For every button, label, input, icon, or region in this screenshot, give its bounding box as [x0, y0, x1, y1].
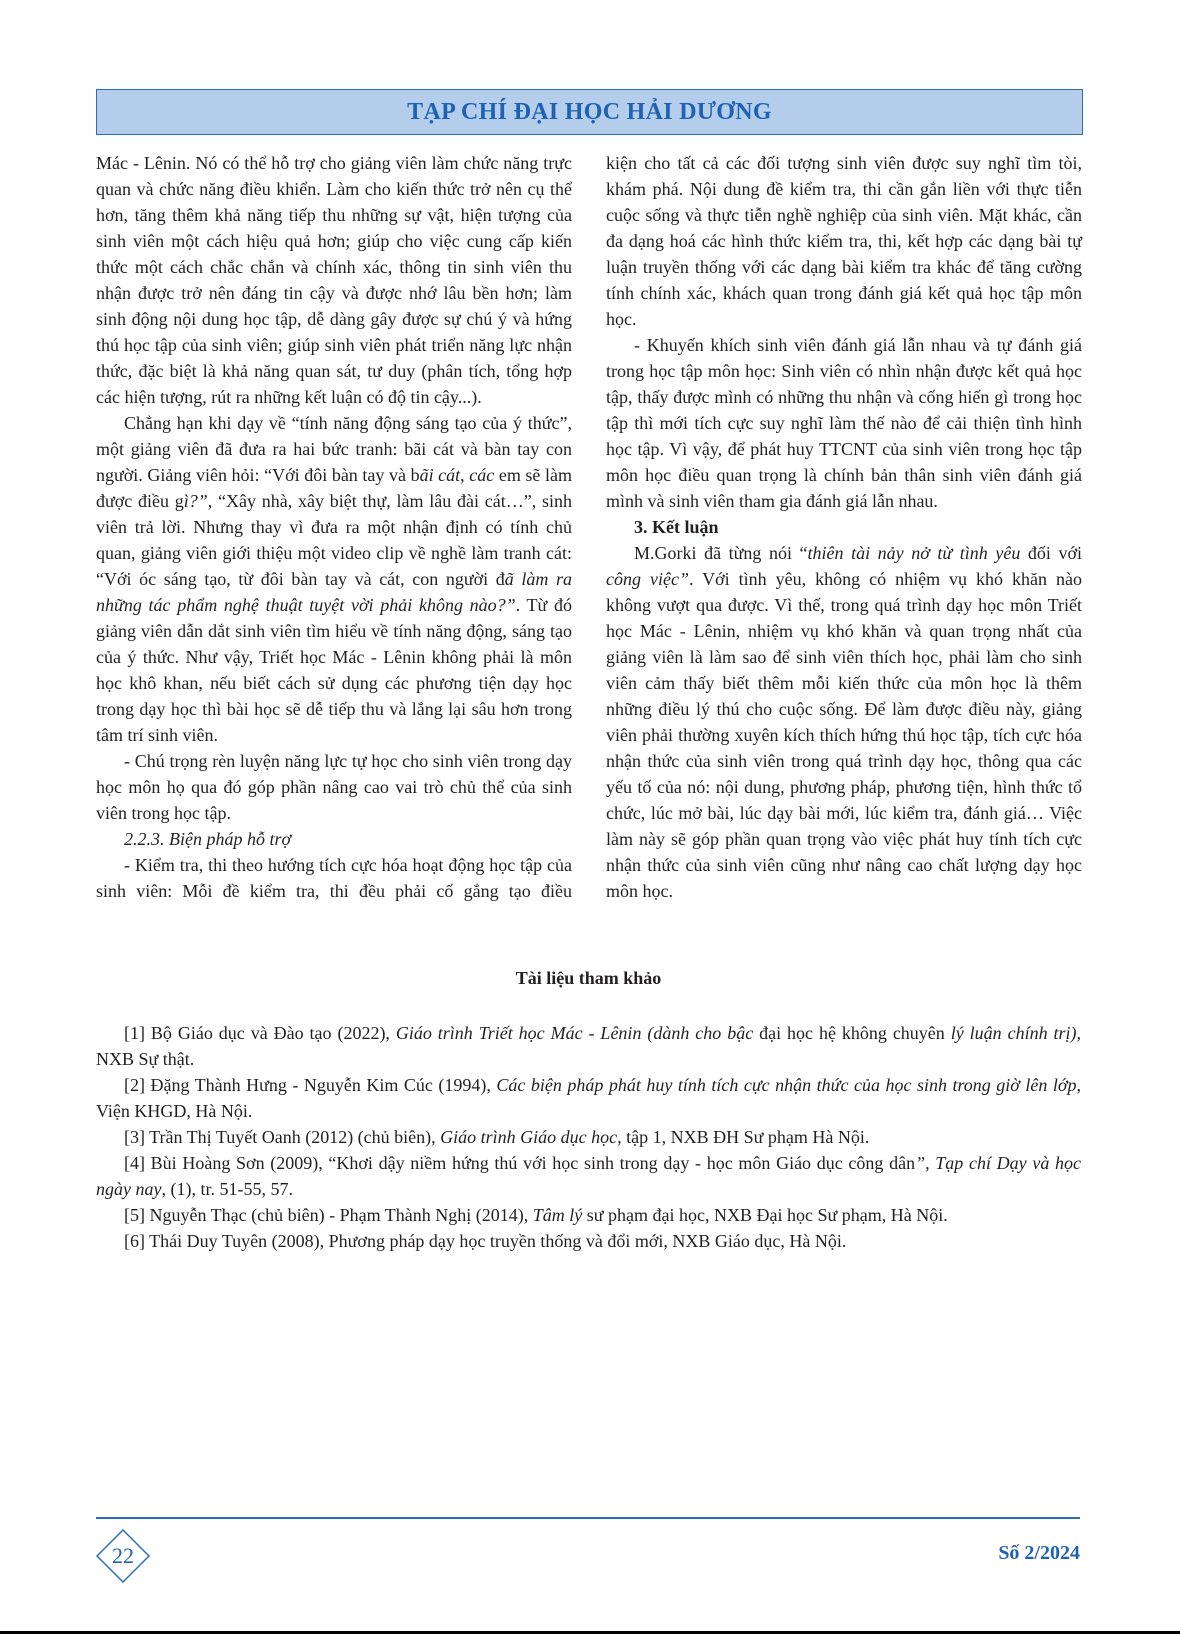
journal-header	[96, 89, 1083, 135]
text-run: tập 1, NXB ĐH Sư phạm Hà Nội.	[621, 1127, 870, 1147]
reference-item	[96, 1124, 1081, 1150]
paragraph: kiện cho tất cả các đối tượng sinh viên được suy nghĩ tìm tòi, khám phá. Nội dung đề kiểm tra, thi cần gắn liền với thực tiễn cuộc sống và thực tiễn nghề nghiệp của sinh viên. Mặt khác, cần đa dạng hoá các hình thức kiểm tra, thi, kết hợp các dạng bài tự luận truyền thống với các dạng bài kiểm tra khác để tăng cường tính chính xác, khách quan trong đánh giá kết quả học tập môn học.	[606, 153, 1082, 329]
reference-item	[96, 1202, 1081, 1228]
text-run: [5] Nguyễn Thạc (chủ biên) - Phạm Thành Nghị (2014),	[124, 1205, 533, 1225]
issue-number: Số 2/2024	[998, 1542, 1080, 1564]
text-run: . Từ đó giảng viên dẫn dắt sinh viên tìm hiểu về tính năng động, sáng tạo của ý thức. Như vậy, Triết học Mác - Lênin không phải là môn học khô khan, nếu biết cách sử dụng các phương tiện dạy học trong dạy học thì bài học sẽ dễ tiếp thu và lắng lại sâu hơn trong tâm trí sinh viên.	[96, 595, 572, 745]
paragraph	[96, 410, 572, 748]
section-heading: 2.2.3. Biện pháp hỗ trợ	[124, 829, 292, 849]
italic-run: công việc”	[606, 569, 689, 589]
page-number-badge	[96, 1529, 150, 1583]
italic-run: ì?”	[183, 491, 208, 511]
text-run: Chẳng hạn khi dạy về “tính năng động sáng tạo của ý thức”, một giảng viên đã đưa ra hai bức tranh: bãi cát và bàn tay con người. Giảng viên hỏi: “Với đôi bàn tay và b	[96, 413, 572, 485]
footer-divider	[96, 1517, 1080, 1519]
italic-run: Tâm lý	[532, 1205, 583, 1225]
page-number: 22	[112, 1543, 134, 1568]
text-run: đại học hệ không chuyên	[753, 1023, 951, 1043]
text-run: . Với tình yêu, không có nhiệm vụ khó khăn nào không vượt qua được. Vì thế, trong quá trình dạy học môn Triết học Mác - Lênin, nhiệm vụ khó khăn và quan trọng nhất của giảng viên là làm sao để sinh viên thích học, phải làm cho sinh viên cảm thấy biết thêm mỗi kiến thức của môn học là thêm những điều lý thú cho cuộc sống. Để làm được điều này, giảng viên phải thường xuyên kích thích hứng thú học tập, tích cực hóa nhận thức của sinh viên trong quá trình dạy học, thông qua các yếu tố của nó: nội dung, phương pháp, phương tiện, hình thức tổ chức, lúc mở bài, lúc dạy bài mới, lúc kiểm tra, đánh giá… Việc làm này sẽ góp phần quan trọng vào việc phát huy tính tích cực nhận thức của sinh viên cũng như nâng cao chất lượng dạy học môn học.	[606, 569, 1082, 901]
text-run: [3] Trần Thị Tuyết Oanh (2012) (chủ biên),	[124, 1127, 441, 1147]
italic-run: ”, Tạp chí Dạy và học ngày nay	[96, 1153, 1082, 1199]
text-run: [2] Đặng Thành Hưng - Nguyễn Kim Cúc (1994),	[124, 1075, 497, 1095]
paragraph: Mác - Lênin. Nó có thể hỗ trợ cho giảng viên làm chức năng trực quan và chức năng điều khiển. Làm cho kiến thức trở nên cụ thể hơn, tăng thêm khả năng tiếp thu những sự vật, hiện tượng của sinh viên một cách hiệu quả hơn; giúp cho việc cung cấp kiến thức một cách chắc chắn và chính xác, thông tin sinh viên thu nhận được trở nên đáng tin cậy và được nhớ lâu bền hơn; làm sinh động nội dung học tập, dễ dàng gây được sự chú ý và hứng thú học tập của sinh viên; giúp sinh viên phát triển năng lực nhận thức, đặc biệt là khả năng quan sát, tư duy (phân tích, tổng hợp các hiện tượng, rút ra những kết luận có độ tin cậy...).	[96, 153, 572, 407]
italic-run: thiên tài nảy nở từ tình yêu	[807, 543, 1021, 563]
text-run: [4] Bùi Hoàng Sơn (2009), “Khơi dậy niềm hứng thú với học sinh trong dạy - học môn Giáo dục công dân	[124, 1153, 916, 1173]
italic-run: Giáo trình Giáo dục học,	[440, 1127, 622, 1147]
paragraph	[606, 540, 1082, 904]
text-run: đối với	[1020, 543, 1082, 563]
reference-item	[96, 1020, 1081, 1072]
text-run: , Viện KHGD, Hà Nội.	[96, 1075, 1081, 1121]
text-run: sư phạm đại học, NXB Đại học Sư phạm, Hà Nội.	[582, 1205, 948, 1225]
paragraph: - Khuyến khích sinh viên đánh giá lẫn nhau và tự đánh giá trong học tập môn học: Sinh viên có nhìn nhận được kết quả học tập, thấy được mình có những thu nhận và cống hiến gì trong học tập thì mới tích cực suy nghĩ làm thế nào để cải thiện tình hình học tập. Vì vậy, để phát huy TTCNT của sinh viên trong học tập môn học điều quan trọng là chính bản thân sinh viên đánh giá mình và sinh viên tham gia đánh giá lẫn nhau.	[606, 335, 1082, 511]
text-run: em sẽ làm được điều g	[96, 465, 572, 511]
paragraph: - Kiểm tra, thi theo hướng tích cực hóa hoạt động học tập của sinh viên: Mỗi đề kiểm tra, thi đều phải cố gắng tạo điều	[96, 855, 572, 901]
text-run: [1] Bộ Giáo dục và Đào tạo (2022),	[124, 1023, 396, 1043]
reference-item: [6] Thái Duy Tuyên (2008), Phương pháp dạy học truyền thống và đổi mới, NXB Giáo dục, Hà Nội.	[124, 1231, 847, 1251]
italic-run: Các biện pháp phát huy tính tích cực nhận thức của học sinh trong giờ lên lớp	[496, 1075, 1077, 1095]
text-run: , “Xây nhà, xây biệt thự, làm lâu đài cát…”, sinh viên trả lời. Nhưng thay vì đưa ra một nhận định có tính chủ quan, giảng viên giới thiệu một video clip về nghề làm tranh cát: “Với óc sáng tạo, từ đôi bàn tay và cát, con người đ	[96, 491, 572, 589]
reference-item	[96, 1072, 1081, 1124]
text-run: M.Gorki đã từng nói “	[634, 543, 808, 563]
paragraph: - Chú trọng rèn luyện năng lực tự học cho sinh viên trong dạy học môn họ qua đó góp phần nâng cao vai trò chủ thể của sinh viên trong học tập.	[96, 751, 572, 823]
text-run: , NXB Sự thật.	[96, 1023, 1082, 1069]
italic-run: lý luận chính trị)	[950, 1023, 1077, 1043]
right-column	[606, 150, 1082, 904]
references-list	[96, 1020, 1081, 1254]
italic-run: Giáo trình Triết học Mác - Lênin (dành cho bậc	[395, 1023, 754, 1043]
journal-title: TẠP CHÍ ĐẠI HỌC HẢI DƯƠNG	[407, 98, 772, 125]
section-heading: 3. Kết luận	[634, 517, 719, 537]
reference-item	[96, 1150, 1081, 1202]
italic-run: ãi cát, các	[419, 465, 495, 485]
italic-run: ã làm ra những tác phẩm nghệ thuật tuyệt vời phải không nào?”	[96, 569, 572, 615]
references-title: Tài liệu tham khảo	[515, 968, 662, 988]
text-run: , (1), tr. 51-55, 57.	[161, 1179, 293, 1199]
left-column	[96, 150, 572, 904]
